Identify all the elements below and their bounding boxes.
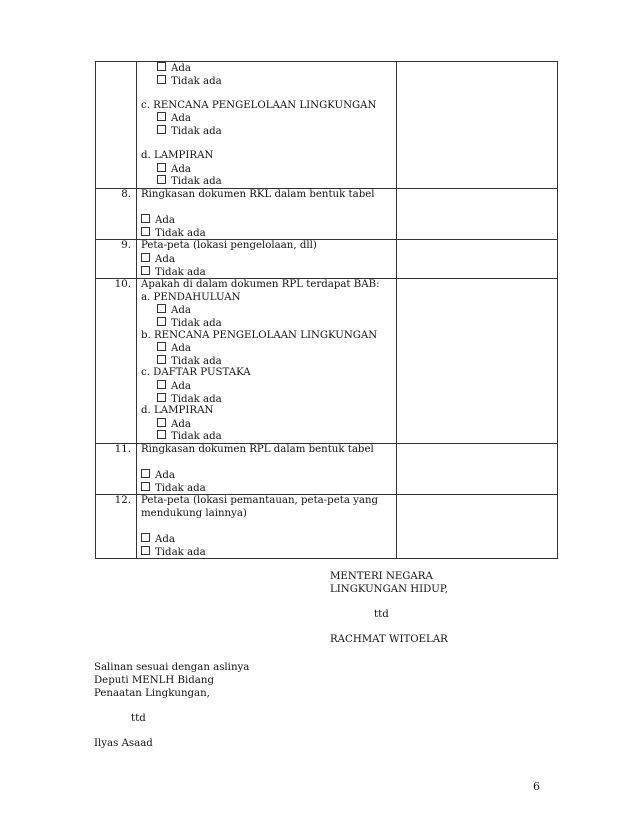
row-notes-cell xyxy=(397,495,558,559)
checklist-table xyxy=(95,61,558,559)
checkbox-icon[interactable] xyxy=(157,304,166,313)
option-ada[interactable] xyxy=(141,380,396,393)
section-label: d. LAMPIRAN xyxy=(141,150,214,162)
row-number: 12. xyxy=(96,495,137,559)
copy-note-line: Salinan sesuai dengan aslinya xyxy=(94,662,250,673)
option-tidak-ada[interactable] xyxy=(141,266,396,279)
row-content-cell xyxy=(137,240,397,279)
option-label: Ada xyxy=(171,113,191,125)
option-tidak-ada[interactable] xyxy=(141,227,396,240)
option-label: Tidak ada xyxy=(155,227,206,239)
checkbox-icon[interactable] xyxy=(141,469,150,478)
option-label: Tidak ada xyxy=(171,176,222,188)
checkbox-icon[interactable] xyxy=(157,75,166,84)
option-item[interactable] xyxy=(141,163,396,176)
table-row xyxy=(96,495,558,559)
option-label: Ada xyxy=(171,163,191,175)
section-label: b. RENCANA PENGELOLAAN LINGKUNGAN xyxy=(141,329,378,341)
signature-block xyxy=(330,570,448,646)
table-row xyxy=(96,240,558,279)
row-number-cell xyxy=(96,62,137,189)
checkbox-icon[interactable] xyxy=(157,62,166,71)
checkbox-icon[interactable] xyxy=(157,175,166,184)
option-item[interactable] xyxy=(141,62,396,75)
option-ada[interactable] xyxy=(141,214,396,227)
section-label: d. LAMPIRAN xyxy=(141,405,214,417)
row-number: 11. xyxy=(96,443,137,494)
copy-note-line: Deputi MENLH Bidang xyxy=(94,675,214,686)
row-content-cell xyxy=(137,495,397,559)
row-lines xyxy=(141,62,396,188)
option-label: Ada xyxy=(171,63,191,74)
option-label: Ada xyxy=(171,343,191,355)
row-number: 10. xyxy=(96,279,137,444)
checkbox-icon[interactable] xyxy=(141,227,150,236)
option-label: Ada xyxy=(155,534,175,546)
section-label: a. PENDAHULUAN xyxy=(141,291,241,303)
checkbox-icon[interactable] xyxy=(157,163,166,172)
signature-ttd: ttd xyxy=(374,609,389,620)
option-label: Ada xyxy=(155,470,175,482)
option-tidak-ada[interactable] xyxy=(141,355,396,368)
checkbox-icon[interactable] xyxy=(141,533,150,542)
section-label: c. RENCANA PENGELOLAAN LINGKUNGAN xyxy=(141,99,377,111)
option-label: Tidak ada xyxy=(155,482,206,494)
spacer xyxy=(141,138,396,151)
checkbox-icon[interactable] xyxy=(157,355,166,364)
option-label: Ada xyxy=(171,305,191,317)
option-ada[interactable] xyxy=(141,469,396,482)
checkbox-icon[interactable] xyxy=(157,112,166,121)
option-label: Tidak ada xyxy=(171,317,222,329)
table-row xyxy=(96,443,558,494)
copy-note-line: Penaatan Lingkungan, xyxy=(94,688,210,699)
table-row xyxy=(96,279,558,444)
option-tidak-ada[interactable] xyxy=(141,482,396,495)
checkbox-icon[interactable] xyxy=(141,214,150,223)
row-notes-cell xyxy=(397,62,558,189)
table-row xyxy=(96,62,558,189)
checkbox-icon[interactable] xyxy=(141,482,150,491)
copy-note-ttd: ttd xyxy=(131,713,146,724)
option-ada[interactable] xyxy=(141,418,396,431)
signatory-title: LINGKUNGAN HIDUP, xyxy=(330,584,448,595)
row-title: Ringkasan dokumen RPL dalam bentuk tabel xyxy=(141,443,374,455)
option-tidak-ada[interactable] xyxy=(141,317,396,330)
checkbox-icon[interactable] xyxy=(157,418,166,427)
option-ada[interactable] xyxy=(141,304,396,317)
checkbox-icon[interactable] xyxy=(157,430,166,439)
spacer xyxy=(141,202,396,215)
option-label: Tidak ada xyxy=(171,431,222,443)
row-notes-cell xyxy=(397,279,558,444)
spacer xyxy=(141,456,396,469)
checkbox-icon[interactable] xyxy=(157,342,166,351)
checkbox-icon[interactable] xyxy=(157,125,166,134)
row-notes-cell xyxy=(397,240,558,279)
option-label: Tidak ada xyxy=(155,266,206,278)
row-title: Ringkasan dokumen RKL dalam bentuk tabel xyxy=(141,189,375,200)
option-label: Ada xyxy=(155,215,175,227)
row-number: 8. xyxy=(96,189,137,240)
option-label: Tidak ada xyxy=(171,75,222,87)
copy-note-name: Ilyas Asaad xyxy=(94,738,153,749)
checkbox-icon[interactable] xyxy=(157,380,166,389)
option-label: Ada xyxy=(155,253,175,265)
checkbox-icon[interactable] xyxy=(141,266,150,275)
row-title: Apakah di dalam dokumen RPL terdapat BAB: xyxy=(141,279,380,291)
option-item[interactable] xyxy=(141,112,396,125)
option-label: Tidak ada xyxy=(155,546,206,558)
section-label: c. DAFTAR PUSTAKA xyxy=(141,367,251,379)
option-ada[interactable] xyxy=(141,533,396,546)
checkbox-icon[interactable] xyxy=(141,546,150,555)
option-item[interactable] xyxy=(141,75,396,88)
option-label: Ada xyxy=(171,418,191,430)
signatory-title: MENTERI NEGARA xyxy=(330,571,433,582)
row-title: Peta-peta (lokasi pemantauan, peta-peta yang xyxy=(141,495,379,507)
option-tidak-ada[interactable] xyxy=(141,430,396,443)
signatory-name: RACHMAT WITOELAR xyxy=(330,634,448,645)
option-ada[interactable] xyxy=(141,253,396,266)
option-ada[interactable] xyxy=(141,342,396,355)
row-content-cell xyxy=(137,189,397,240)
checkbox-icon[interactable] xyxy=(157,393,166,402)
spacer xyxy=(141,520,396,533)
row-content-cell xyxy=(137,443,397,494)
row-title: Peta-peta (lokasi pengelolaan, dll) xyxy=(141,240,317,252)
option-label: Tidak ada xyxy=(171,393,222,405)
row-notes-cell xyxy=(397,189,558,240)
option-tidak-ada[interactable] xyxy=(141,393,396,406)
row-content-cell xyxy=(137,62,397,189)
spacer xyxy=(141,87,396,100)
option-label: Tidak ada xyxy=(171,355,222,367)
option-item[interactable] xyxy=(141,175,396,188)
checkbox-icon[interactable] xyxy=(157,317,166,326)
page-number: 6 xyxy=(533,780,540,793)
checkbox-icon[interactable] xyxy=(141,253,150,262)
option-label: Tidak ada xyxy=(171,125,222,137)
copy-note-block xyxy=(94,661,249,750)
table-row xyxy=(96,189,558,240)
row-number: 9. xyxy=(96,240,137,279)
option-tidak-ada[interactable] xyxy=(141,546,396,559)
row-notes-cell xyxy=(397,443,558,494)
row-content-cell xyxy=(137,279,397,444)
option-item[interactable] xyxy=(141,125,396,138)
row-title-continued: mendukung lainnya) xyxy=(141,507,247,519)
option-label: Ada xyxy=(171,380,191,392)
